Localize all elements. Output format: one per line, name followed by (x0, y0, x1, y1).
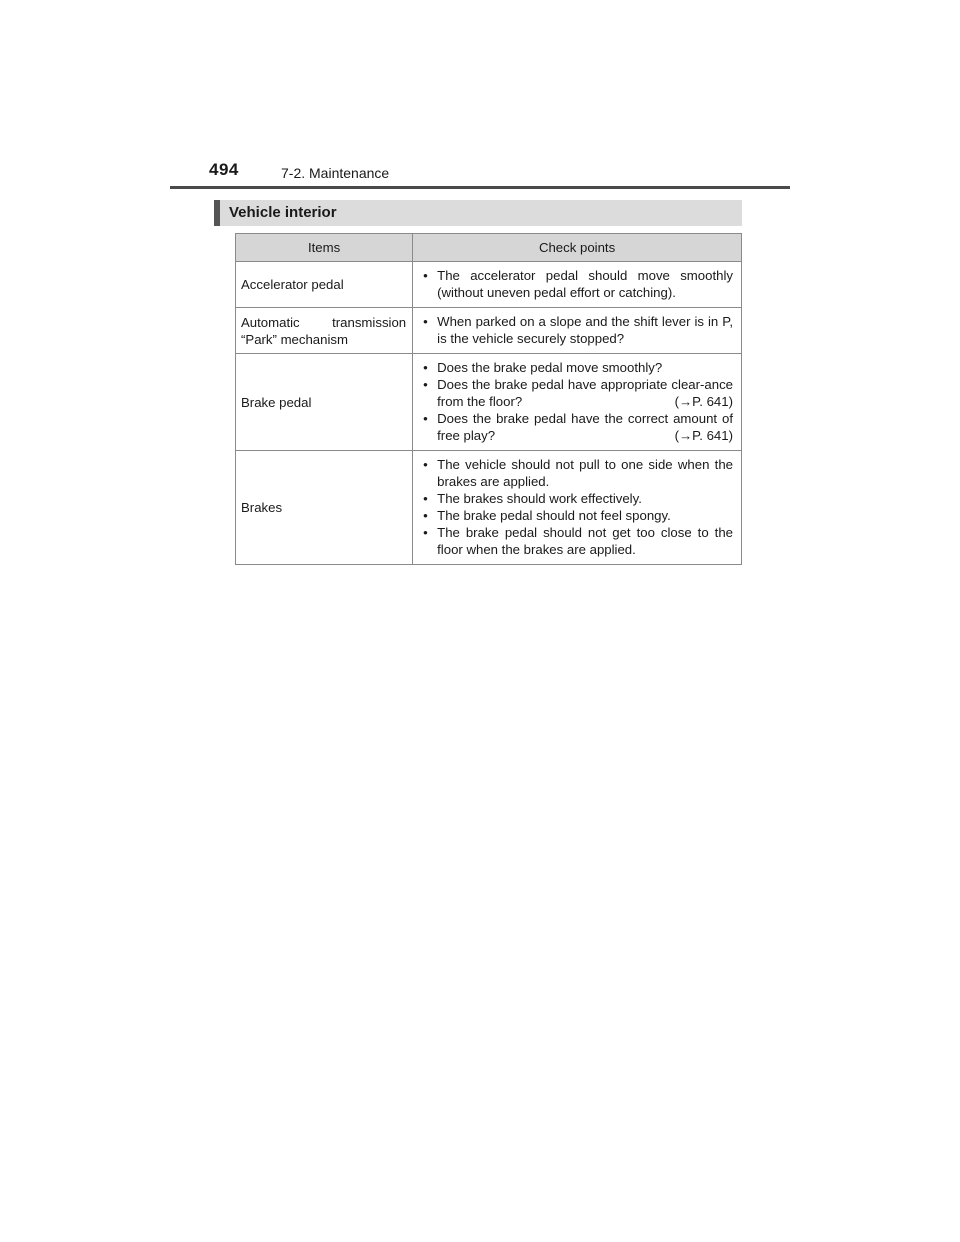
header-rule (170, 186, 790, 189)
section-title-bar (214, 200, 742, 226)
check-list (419, 359, 733, 444)
table-row (236, 262, 742, 308)
check-list (419, 267, 733, 301)
column-header-check-points: Check points (413, 234, 742, 262)
item-label: Accelerator pedal (241, 277, 344, 292)
check-list (419, 456, 733, 558)
page-number: 494 (209, 160, 239, 179)
check-cell (413, 262, 742, 308)
check-point: • Does the brake pedal have appropriate clear-ance from the floor? (→P. 641) (419, 376, 733, 410)
check-list (419, 313, 733, 347)
item-label: Brake pedal (241, 394, 312, 410)
page-header (0, 0, 960, 190)
check-point: • The brakes should work effectively. (419, 490, 733, 507)
section-title: Vehicle interior (229, 204, 337, 221)
check-point: • The vehicle should not pull to one side when the brakes are applied. (419, 456, 733, 490)
item-cell (236, 308, 413, 354)
column-header-items: Items (236, 234, 413, 262)
check-cell (413, 354, 742, 451)
check-point: • Does the brake pedal move smoothly? (419, 359, 733, 376)
page-reference[interactable]: (→P. 641) (674, 394, 733, 409)
check-point: • The brake pedal should not feel spongy. (419, 507, 733, 524)
check-point: • The brake pedal should not get too close to the floor when the brakes are applied. (419, 524, 733, 558)
check-point: • The accelerator pedal should move smoothly (without uneven pedal effort or catching). (419, 267, 733, 301)
item-label: Automatic transmission “Park” mechanism (241, 314, 407, 347)
item-cell (236, 262, 413, 308)
item-label: Brakes (241, 500, 283, 515)
table-header-row (236, 234, 742, 262)
table-row (236, 354, 742, 451)
section-label: 7-2. Maintenance (281, 165, 390, 181)
page-reference[interactable]: (→P. 641) (674, 428, 733, 443)
section-title-accent (214, 200, 220, 226)
check-points-table (235, 233, 742, 565)
table-row (236, 451, 742, 565)
check-point: • Does the brake pedal have the correct amount of free play? (→P. 641) (419, 410, 733, 444)
check-cell (413, 308, 742, 354)
check-point: • When parked on a slope and the shift lever is in P, is the vehicle securely stopped? (419, 313, 733, 347)
check-cell (413, 451, 742, 565)
item-cell (236, 451, 413, 565)
item-cell (236, 354, 413, 451)
table-row (236, 308, 742, 354)
